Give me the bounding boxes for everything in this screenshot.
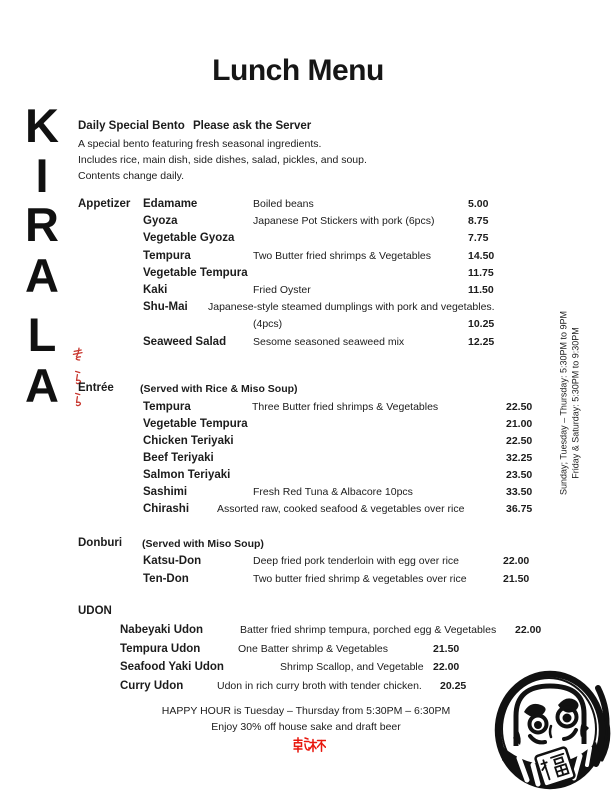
menu-item-desc: Three Butter fried shrimps & Vegetables <box>252 401 439 413</box>
menu-item-row <box>78 250 558 267</box>
menu-item-row <box>78 555 558 572</box>
menu-item-desc: Fried Oyster <box>253 284 311 296</box>
menu-item-desc: (4pcs) <box>253 318 283 330</box>
menu-item-price: 20.25 <box>440 680 467 692</box>
menu-item-price: 21.00 <box>506 418 533 430</box>
kanpai-kanji-icon <box>292 737 326 753</box>
happy-hour-line-2: Enjoy 30% off house sake and draft beer <box>211 721 401 733</box>
menu-item-price: 36.75 <box>506 503 533 515</box>
menu-item-name: Vegetable Tempura <box>143 418 248 430</box>
menu-item-row <box>78 336 558 353</box>
menu-item-name: Salmon Teriyaki <box>143 469 231 481</box>
menu-item-name: Sashimi <box>143 486 188 498</box>
menu-item-price: 32.25 <box>506 452 533 464</box>
menu-item-row <box>78 661 558 678</box>
menu-item-name: Gyoza <box>143 215 178 227</box>
section-heading: Donburi <box>78 537 123 549</box>
menu-item-name: Tempura <box>143 250 191 262</box>
menu-item-price: 22.00 <box>433 661 460 673</box>
menu-item-row <box>78 435 558 452</box>
menu-item-price: 22.50 <box>506 401 533 413</box>
menu-item-price: 11.75 <box>468 267 494 279</box>
daily-special-heading: Daily Special Bento <box>78 120 185 132</box>
menu-item-row <box>78 401 558 418</box>
menu-item-name: Edamame <box>143 198 198 210</box>
menu-item-desc: Japanese-style steamed dumplings with pork and vegetables. <box>208 301 495 313</box>
menu-item-row <box>78 418 558 435</box>
daily-special-line: Includes rice, main dish, side dishes, salad, pickles, and soup. <box>78 154 367 166</box>
menu-item-name: Ten-Don <box>143 573 189 585</box>
menu-item-price: 7.75 <box>468 232 489 244</box>
section-heading: UDON <box>78 605 112 617</box>
menu-item-price: 14.50 <box>468 250 495 262</box>
menu-item-price: 21.50 <box>503 573 530 585</box>
section-note: (Served with Miso Soup) <box>142 538 264 550</box>
page-title: Lunch Menu <box>212 54 384 87</box>
section-appetizer <box>78 198 558 358</box>
section-heading: Appetizer <box>78 198 131 210</box>
menu-item-row <box>78 680 558 697</box>
business-hours <box>559 297 583 510</box>
brand-letter-l: L <box>27 308 57 361</box>
menu-item-name: Shu-Mai <box>143 301 188 313</box>
menu-item-name: Beef Teriyaki <box>143 452 214 464</box>
menu-item-row <box>78 318 558 335</box>
menu-item-row <box>78 284 558 301</box>
menu-item-row <box>78 643 558 660</box>
menu-item-name: Seaweed Salad <box>143 336 227 348</box>
menu-item-name: Curry Udon <box>120 680 184 692</box>
hours-line-2: Friday & Saturday: 5:30PM to 9:30PM <box>570 327 580 479</box>
menu-item-price: 5.00 <box>468 198 489 210</box>
daily-special-line: A special bento featuring fresh seasonal ingredients. <box>78 138 322 150</box>
menu-item-price: 22.00 <box>503 555 530 567</box>
hours-line-1: Sunday; Tuesday – Thursday: 5:30PM to 9PM <box>558 311 569 495</box>
daruma-illustration <box>492 660 612 792</box>
menu-item-price: 23.50 <box>506 469 533 481</box>
menu-item-desc: Fresh Red Tuna & Albacore 10pcs <box>253 486 413 498</box>
menu-item-desc: Shrimp Scallop, and Vegetable <box>280 661 424 673</box>
happy-hour-line-1: HAPPY HOUR is Tuesday – Thursday from 5:30PM – 6:30PM <box>161 705 451 717</box>
menu-item-price: 12.25 <box>468 336 495 348</box>
menu-item-desc: Two butter fried shrimp & vegetables over rice <box>253 573 467 585</box>
menu-item-name: Seafood Yaki Udon <box>120 661 224 673</box>
menu-item-desc: Sesome seasoned seaweed mix <box>253 336 405 348</box>
menu-item-name: Chicken Teriyaki <box>143 435 234 447</box>
menu-item-row <box>78 301 558 318</box>
menu-item-desc: Batter fried shrimp tempura, porched egg & Vegetables <box>240 624 497 636</box>
daily-special-subheading: Please ask the Server <box>193 120 312 132</box>
section-udon <box>78 605 558 700</box>
menu-item-name: Kaki <box>143 284 168 296</box>
menu-item-price: 8.75 <box>468 215 489 227</box>
menu-item-name: Vegetable Gyoza <box>143 232 235 244</box>
menu-item-price: 21.50 <box>433 643 460 655</box>
menu-item-price: 22.50 <box>506 435 533 447</box>
menu-item-name: Katsu-Don <box>143 555 202 567</box>
menu-item-name: Tempura <box>143 401 191 413</box>
brand-letter-k: K <box>25 99 59 152</box>
menu-item-desc: One Batter shrimp & Vegetables <box>238 643 388 655</box>
section-entree <box>78 382 558 522</box>
brand-letter-a1: A <box>25 249 59 302</box>
menu-item-desc: Japanese Pot Stickers with pork (6pcs) <box>253 215 435 227</box>
menu-item-row <box>78 232 558 249</box>
section-note: (Served with Rice & Miso Soup) <box>140 383 298 395</box>
section-heading: Entrée <box>78 382 114 394</box>
daily-special-line: Contents change daily. <box>78 170 185 182</box>
menu-item-name: Tempura Udon <box>120 643 201 655</box>
menu-item-desc: Assorted raw, cooked seafood & vegetables over rice <box>217 503 465 515</box>
menu-item-name: Nabeyaki Udon <box>120 624 204 636</box>
menu-item-row <box>78 267 558 284</box>
section-donburi <box>78 537 558 597</box>
menu-item-name: Vegetable Tempura <box>143 267 248 279</box>
daily-special-block <box>78 120 498 182</box>
menu-item-price: 33.50 <box>506 486 533 498</box>
menu-item-row <box>78 486 558 503</box>
menu-item-row <box>78 503 558 520</box>
menu-item-price: 10.25 <box>468 318 495 330</box>
menu-item-price: 22.00 <box>515 624 542 636</box>
menu-item-row <box>78 573 558 590</box>
brand-letter-a2: A <box>25 359 59 412</box>
brand-letter-i: I <box>35 149 49 202</box>
menu-item-desc: Udon in rich curry broth with tender chicken. <box>217 680 422 692</box>
menu-item-desc: Boiled beans <box>253 198 314 210</box>
menu-item-row <box>78 469 558 486</box>
menu-item-row <box>78 624 558 641</box>
menu-item-price: 11.50 <box>468 284 494 296</box>
menu-item-name: Chirashi <box>143 503 190 515</box>
menu-item-row <box>78 198 558 215</box>
brand-letter-r: R <box>25 198 59 251</box>
menu-item-desc: Two Butter fried shrimps & Vegetables <box>253 250 432 262</box>
menu-item-desc: Deep fried pork tenderloin with egg over rice <box>253 555 460 567</box>
menu-item-row <box>78 452 558 469</box>
menu-item-row <box>78 215 558 232</box>
